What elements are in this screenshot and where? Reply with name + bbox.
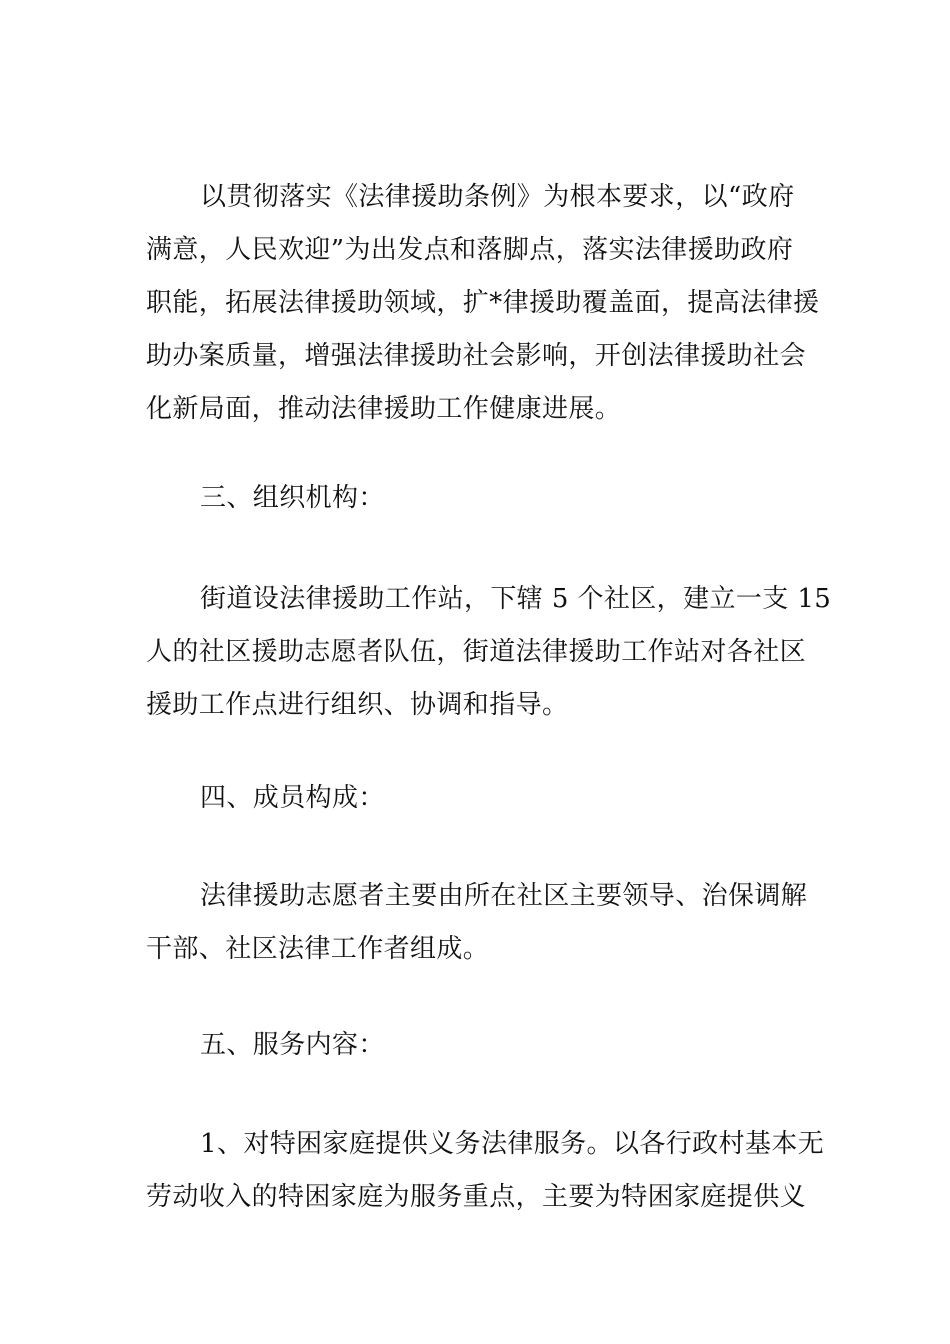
paragraph-line: 劳动收入的特困家庭为服务重点，主要为特困家庭提供义 (146, 1182, 807, 1212)
paragraph-members (146, 870, 810, 976)
paragraph-guiding-principle (146, 171, 820, 436)
section-heading: 四、成员构成： (200, 783, 385, 813)
paragraph-line: 助办案质量，增强法律援助社会影响，开创法律援助社会 (146, 341, 807, 371)
paragraph-line: 化新局面，推动法律援助工作健康进展。 (146, 394, 622, 424)
paragraph-line: 人的社区援助志愿者队伍，街道法律援助工作站对各社区 (146, 637, 807, 667)
section-heading: 三、组织机构： (200, 483, 385, 513)
paragraph-line: 法律援助志愿者主要由所在社区主要领导、治保调解 (200, 881, 808, 911)
section-heading-organization (146, 472, 810, 525)
paragraph-services (146, 1118, 825, 1224)
paragraph-organization (146, 573, 832, 732)
section-heading-members (146, 772, 810, 825)
section-heading: 五、服务内容： (200, 1030, 385, 1060)
paragraph-line: 以贯彻落实《法律援助条例》为根本要求，以“政府 (200, 182, 795, 212)
paragraph-line: 街道设法律援助工作站，下辖 5 个社区，建立一支 15 (200, 584, 832, 614)
paragraph-line: 援助工作点进行组织、协调和指导。 (146, 690, 569, 720)
paragraph-line: 满意，人民欢迎”为出发点和落脚点，落实法律援助政府 (146, 235, 794, 265)
paragraph-line: 职能，拓展法律援助领域，扩*律援助覆盖面，提高法律援 (146, 288, 820, 318)
paragraph-line: 干部、社区法律工作者组成。 (146, 934, 490, 964)
section-heading-services (146, 1019, 810, 1072)
paragraph-line: 1、对特困家庭提供义务法律服务。以各行政村基本无 (200, 1129, 825, 1159)
